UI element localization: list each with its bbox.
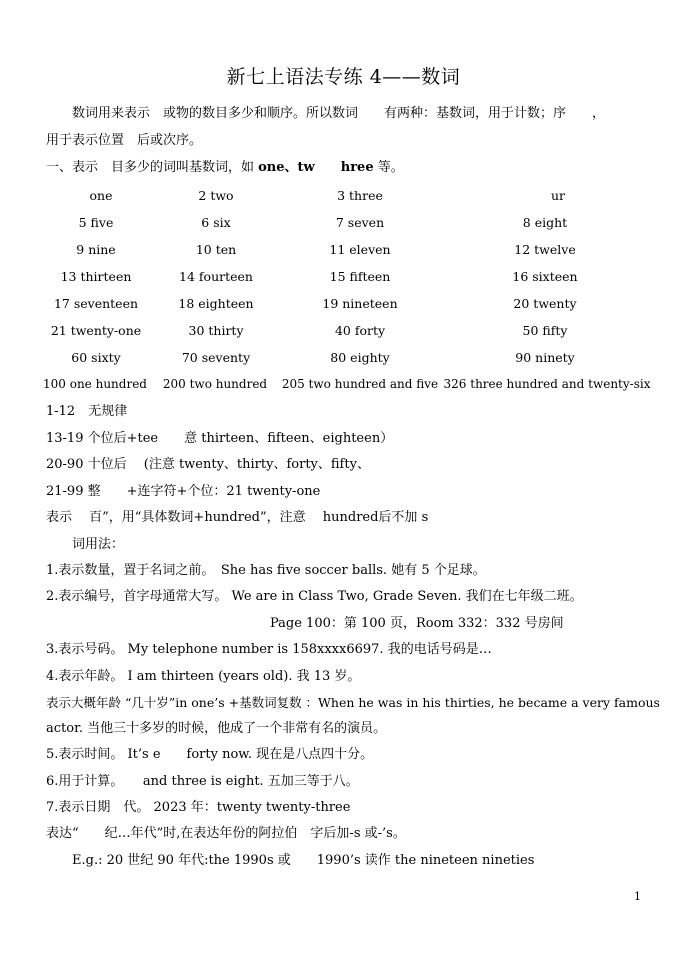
number-cell: 12 twelve: [514, 242, 576, 257]
number-cell: 18 eighteen: [178, 296, 254, 311]
example-line: E.g.: 20 世纪 90 年代:the 1990s 或 1990’s 读作 the nineteen nineties: [72, 853, 535, 868]
number-cell: 9 nine: [76, 242, 116, 257]
usage-line: 1.表示数量，置于名词之前。 She has five soccer balls. 她有 5 个足球。: [46, 563, 486, 578]
number-cell: 21 twenty-one: [50, 323, 142, 338]
number-cell: 7 seven: [335, 215, 385, 230]
number-cell: 80 eighty: [330, 350, 390, 365]
number-cell: 20 twenty: [513, 296, 577, 311]
rule-line: 表示 百”，用“具体数词+hundred”，注意 hundred后不加 s: [46, 510, 429, 525]
number-cell: 200 two hundred: [162, 377, 268, 391]
usage-line: 4.表示年龄。 I am thirteen (years old). 我 13 岁。: [46, 669, 361, 684]
usage-line: 6.用于计算。 and three is eight. 五加三等于八。: [46, 774, 359, 789]
usage-line: 表达“ 纪…年代”时,在表达年份的阿拉伯 字后加-s 或-’s。: [46, 826, 406, 841]
rule-line: 13-19 个位后+tee 意 thirteen、fifteen、eighteen）: [46, 431, 394, 446]
number-cell: 326 three hundred and twenty-six: [443, 377, 651, 391]
rule-line: 1-12 无规律: [46, 404, 128, 419]
rule-line: 20-90 十位后 (注意 twenty、thirty、forty、fifty、: [46, 457, 370, 472]
usage-line: 7.表示日期 代。 2023 年：twenty twenty-three: [46, 800, 351, 815]
usage-line: 3.表示号码。 My telephone number is 158xxxx6697. 我的电话号码是…: [46, 642, 492, 657]
number-cell: 11 eleven: [329, 242, 391, 257]
section-1-tail: 等。: [373, 160, 404, 175]
section-1-bold-2: hree: [340, 160, 374, 175]
number-cell: 15 fifteen: [329, 269, 391, 284]
number-cell: 40 forty: [334, 323, 386, 338]
number-row: [0, 296, 687, 312]
number-row-hundreds: [0, 377, 687, 393]
number-cell: 2 two: [198, 188, 234, 203]
usage-line: actor. 当他三十多岁的时候，他成了一个非常有名的演员。: [46, 721, 387, 736]
section-1-gap: [315, 160, 341, 175]
number-row: [0, 188, 687, 204]
usage-line: 表示大概年龄 “几十岁”in one’s +基数词复数 ：When he was in his thirties, he became a very famous: [46, 695, 660, 710]
number-row: [0, 269, 687, 285]
number-cell: 3 three: [337, 188, 383, 203]
usage-line: 2.表示编号，首字母通常大写。 We are in Class Two, Grade Seven. 我们在七年级二班。: [46, 589, 583, 604]
number-cell: 60 sixty: [71, 350, 121, 365]
page-title: 新七上语法专练 4——数词: [226, 66, 461, 88]
usage-example: Page 100：第 100 页，Room 332：332 号房间: [270, 616, 564, 631]
number-cell: 16 sixteen: [512, 269, 578, 284]
number-cell: 205 two hundred and five: [281, 377, 439, 391]
number-row: [0, 215, 687, 231]
section-1-bold-1: one、tw: [258, 160, 315, 175]
number-cell: 10 ten: [195, 242, 237, 257]
number-cell: ur: [550, 188, 566, 203]
number-cell: 6 six: [201, 215, 231, 230]
number-cell: 5 five: [78, 215, 114, 230]
number-row: [0, 350, 687, 366]
number-cell: 19 nineteen: [322, 296, 398, 311]
section-1-text: 一、表示 目多少的词叫基数词，如: [46, 160, 259, 175]
number-cell: 100 one hundred: [43, 377, 147, 391]
number-row: [0, 242, 687, 258]
page-number: 1: [634, 890, 641, 903]
intro-line-1: 数词用来表示 或物的数目多少和顺序。所以数词 有两种：基数词，用于计数；序 ，: [72, 106, 606, 121]
number-cell: 30 thirty: [188, 323, 244, 338]
number-cell: 13 thirteen: [60, 269, 132, 284]
number-cell: 50 fifty: [522, 323, 568, 338]
intro-line-2: 用于表示位置 后或次序。: [46, 133, 203, 148]
number-row: [0, 323, 687, 339]
section-1-heading: [46, 160, 404, 176]
usage-line: 5.表示时间。 It’s e forty now. 现在是八点四十分。: [46, 747, 374, 762]
number-cell: one: [89, 188, 113, 203]
number-cell: 8 eight: [522, 215, 568, 230]
usage-heading: 词用法：: [72, 537, 125, 552]
number-cell: 90 ninety: [515, 350, 575, 365]
rule-line: 21-99 整 +连字符+个位：21 twenty-one: [46, 484, 321, 499]
number-cell: 14 fourteen: [179, 269, 253, 284]
number-cell: 17 seventeen: [53, 296, 139, 311]
number-cell: 70 seventy: [181, 350, 251, 365]
